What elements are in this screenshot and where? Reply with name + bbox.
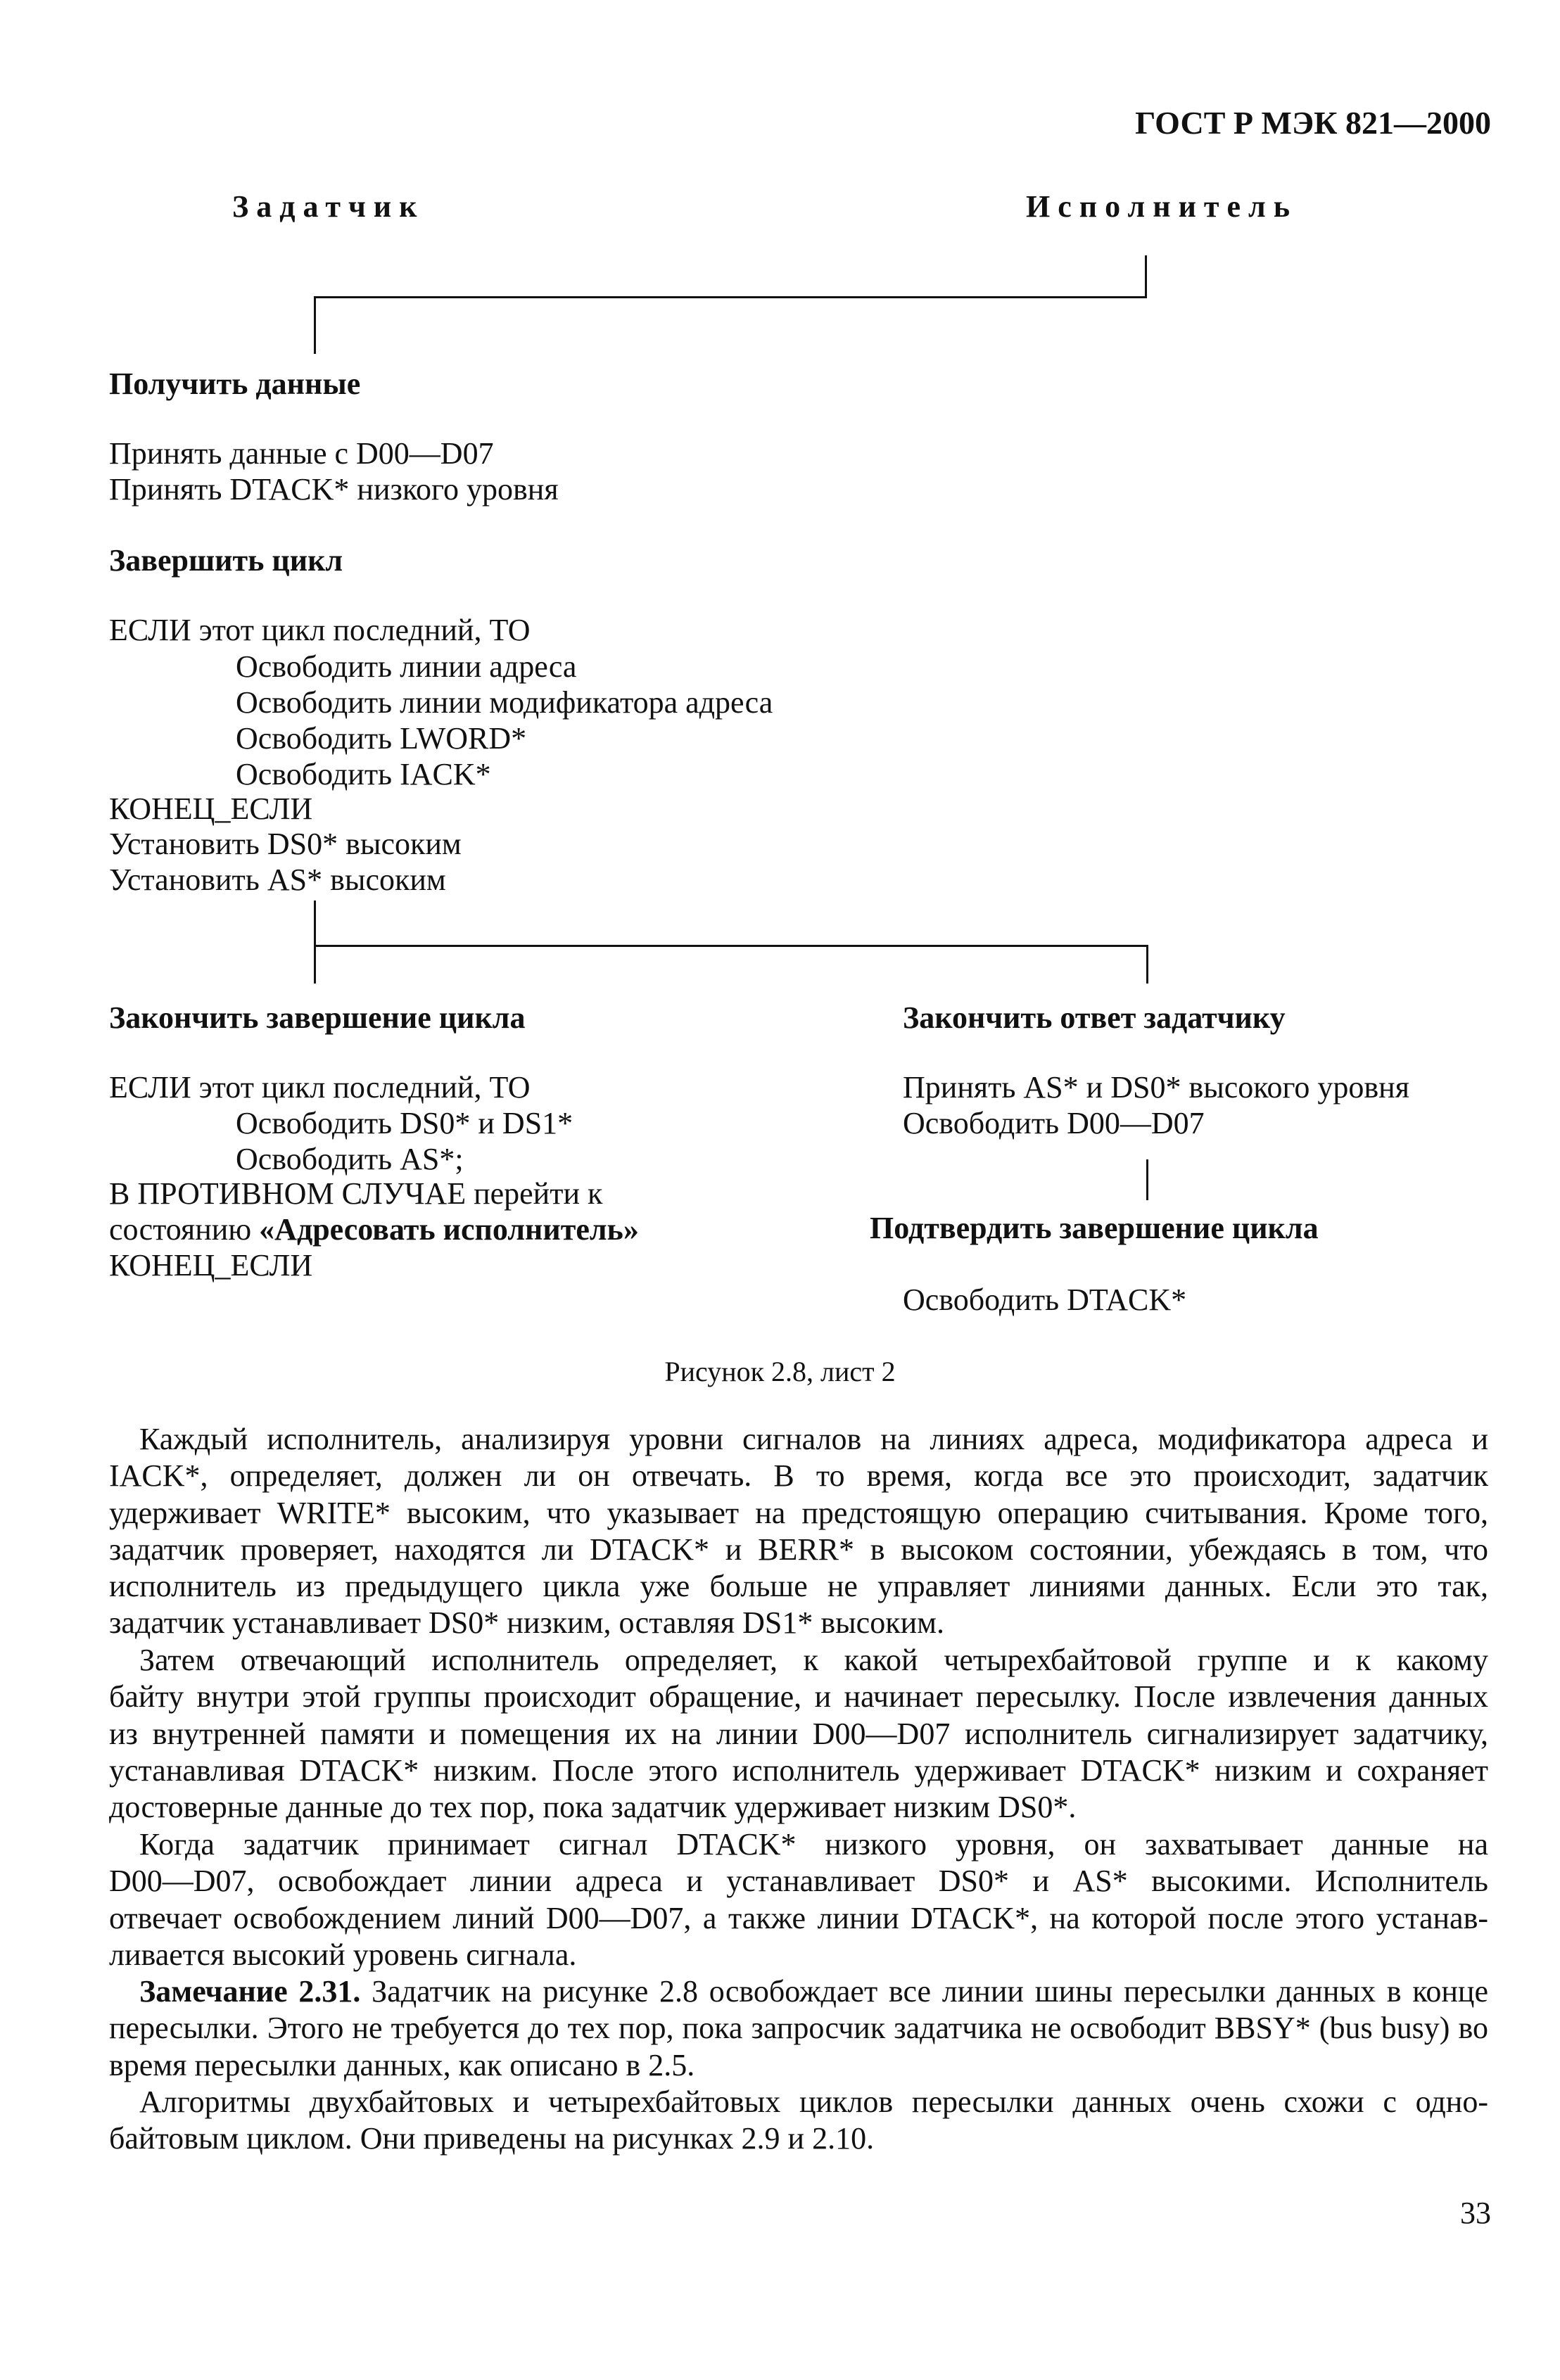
end-cycle-inner-1: Освободить линии адреса <box>236 649 577 684</box>
end-cycle-inner-2: Освободить линии модификатора адреса <box>236 685 773 720</box>
paragraph-5 <box>109 2084 1488 2158</box>
connector-response-vertical <box>1146 1159 1148 1200</box>
p3-line-3: отвечает освобождением линий D00—D07, а также линии DTACK*, на которой после этого устанав- <box>109 1900 1488 1935</box>
note-line-2: пересылки. Этого не требуется до тех пор, пока запросчик задатчика не освободит BBSY* (bus busy) во <box>109 2011 1488 2046</box>
connector-middle-master-vertical <box>314 901 316 984</box>
p2-line-2: байту внутри этой группы происходит обращение, и начинает пересылку. После извлечения данных <box>109 1679 1488 1714</box>
note-text-1: Задатчик на рисунке 2.8 освобождает все линии шины пересылки данных в конце <box>360 1974 1489 2009</box>
finish-response-title: Закончить ответ задатчику <box>903 1000 1286 1035</box>
figure-caption: Рисунок 2.8, лист 2 <box>664 1356 896 1387</box>
page-number: 33 <box>1460 2196 1491 2230</box>
p3-line-4: ливается высокий уровень сигнала. <box>109 1937 577 1972</box>
p3-line-1: Когда задатчик принимает сигнал DTACK* низкого уровня, он захватывает данные на <box>139 1827 1488 1862</box>
p1-line-3: удерживает WRITE* высоким, что указывает на предстоящую операцию считывания. Кроме того, <box>109 1495 1488 1530</box>
connector-middle-horizontal <box>314 945 1148 947</box>
confirm-end-title: Подтвердить завершение цикла <box>870 1211 1319 1245</box>
end-cycle-if: ЕСЛИ этот цикл последний, ТО <box>109 613 531 647</box>
p5-line-1: Алгоритмы двухбайтовых и четырехбайтовых циклов пересылки данных очень схожи с одно- <box>139 2085 1488 2119</box>
paragraph-3 <box>109 1826 1488 1973</box>
p2-line-4: устанавливая DTACK* низким. После этого исполнитель удерживает DTACK* низким и сохраняет <box>109 1752 1488 1788</box>
finish-response-line-1: Принять AS* и DS0* высокого уровня <box>903 1070 1409 1105</box>
p1-line-6: задатчик устанавливает DS0* низким, оставляя DS1* высоким. <box>109 1605 944 1641</box>
connector-top-slave-vertical <box>1145 255 1147 298</box>
p1-line-2: IACK*, определяет, должен ли он отвечать. В то время, когда все это происходит, задатчик <box>109 1458 1488 1494</box>
paragraph-2 <box>109 1642 1488 1826</box>
finish-response-line-2: Освободить D00—D07 <box>903 1106 1205 1140</box>
end-cycle-end-if: КОНЕЦ_ЕСЛИ <box>109 791 313 826</box>
p1-line-5: исполнитель из предыдущего цикла уже больше не управляет линиями данных. Если это так, <box>109 1569 1488 1604</box>
finish-end-cycle-state-prefix: состоянию <box>109 1212 260 1247</box>
p2-line-3: из внутренней памяти и помещения их на линии D00—D07 исполнитель сигнализирует задатчику, <box>109 1716 1488 1751</box>
finish-end-cycle-inner-1: Освободить DS0* и DS1* <box>236 1106 573 1140</box>
slave-column-title: Исполнитель <box>1026 189 1298 224</box>
connector-middle-slave-vertical <box>1146 945 1148 984</box>
finish-end-cycle-inner-2: Освободить AS*; <box>236 1142 464 1176</box>
p5-line-2: байтовым циклом. Они приведены на рисунках 2.9 и 2.10. <box>109 2121 875 2156</box>
finish-end-cycle-end-if: КОНЕЦ_ЕСЛИ <box>109 1248 313 1283</box>
finish-end-cycle-else: В ПРОТИВНОМ СЛУЧАЕ перейти к <box>109 1176 603 1211</box>
finish-end-cycle-state-name: «Адресовать исполнитель» <box>259 1212 639 1247</box>
end-cycle-after-1: Установить DS0* высоким <box>109 827 462 861</box>
note-label: Замечание 2.31. <box>139 1974 361 2009</box>
end-cycle-inner-4: Освободить IACK* <box>236 757 491 791</box>
get-data-line-1: Принять данные с D00—D07 <box>109 436 494 471</box>
connector-top-horizontal <box>314 296 1147 298</box>
p1-line-4: задатчик проверяет, находятся ли DTACK* и BERR* в высоком состоянии, убеждаясь в том, что <box>109 1532 1488 1567</box>
end-cycle-inner-3: Освободить LWORD* <box>236 721 527 756</box>
p2-line-1: Затем отвечающий исполнитель определяет, к какой четырехбайтовой группе и к какому <box>139 1643 1488 1677</box>
finish-end-cycle-if: ЕСЛИ этот цикл последний, ТО <box>109 1070 531 1105</box>
p2-line-5: достоверные данные до тех пор, пока задатчик удерживает низким DS0*. <box>109 1790 1077 1825</box>
note-line-1 <box>109 1973 1488 2010</box>
get-data-line-2: Принять DTACK* низкого уровня <box>109 472 559 507</box>
p3-line-2: D00—D07, освобождает линии адреса и устанавливает DS0* и AS* высокими. Исполнитель <box>109 1864 1488 1899</box>
finish-end-cycle-state-line <box>109 1211 639 1248</box>
note-line-3: время пересылки данных, как описано в 2.5. <box>109 2047 695 2082</box>
get-data-title: Получить данные <box>109 367 361 401</box>
connector-top-master-vertical <box>314 296 316 354</box>
p1-line-1: Каждый исполнитель, анализируя уровни сигналов на линиях адреса, модификатора адреса и <box>139 1422 1488 1456</box>
end-cycle-title: Завершить цикл <box>109 543 343 578</box>
standard-header: ГОСТ Р МЭК 821—2000 <box>1135 105 1491 141</box>
finish-end-cycle-title: Закончить завершение цикла <box>109 1000 526 1035</box>
master-column-title: Задатчик <box>232 189 425 224</box>
end-cycle-after-2: Установить AS* высоким <box>109 863 446 897</box>
note-paragraph <box>109 1973 1488 2084</box>
confirm-end-line: Освободить DTACK* <box>903 1283 1187 1317</box>
paragraph-1 <box>109 1421 1488 1642</box>
